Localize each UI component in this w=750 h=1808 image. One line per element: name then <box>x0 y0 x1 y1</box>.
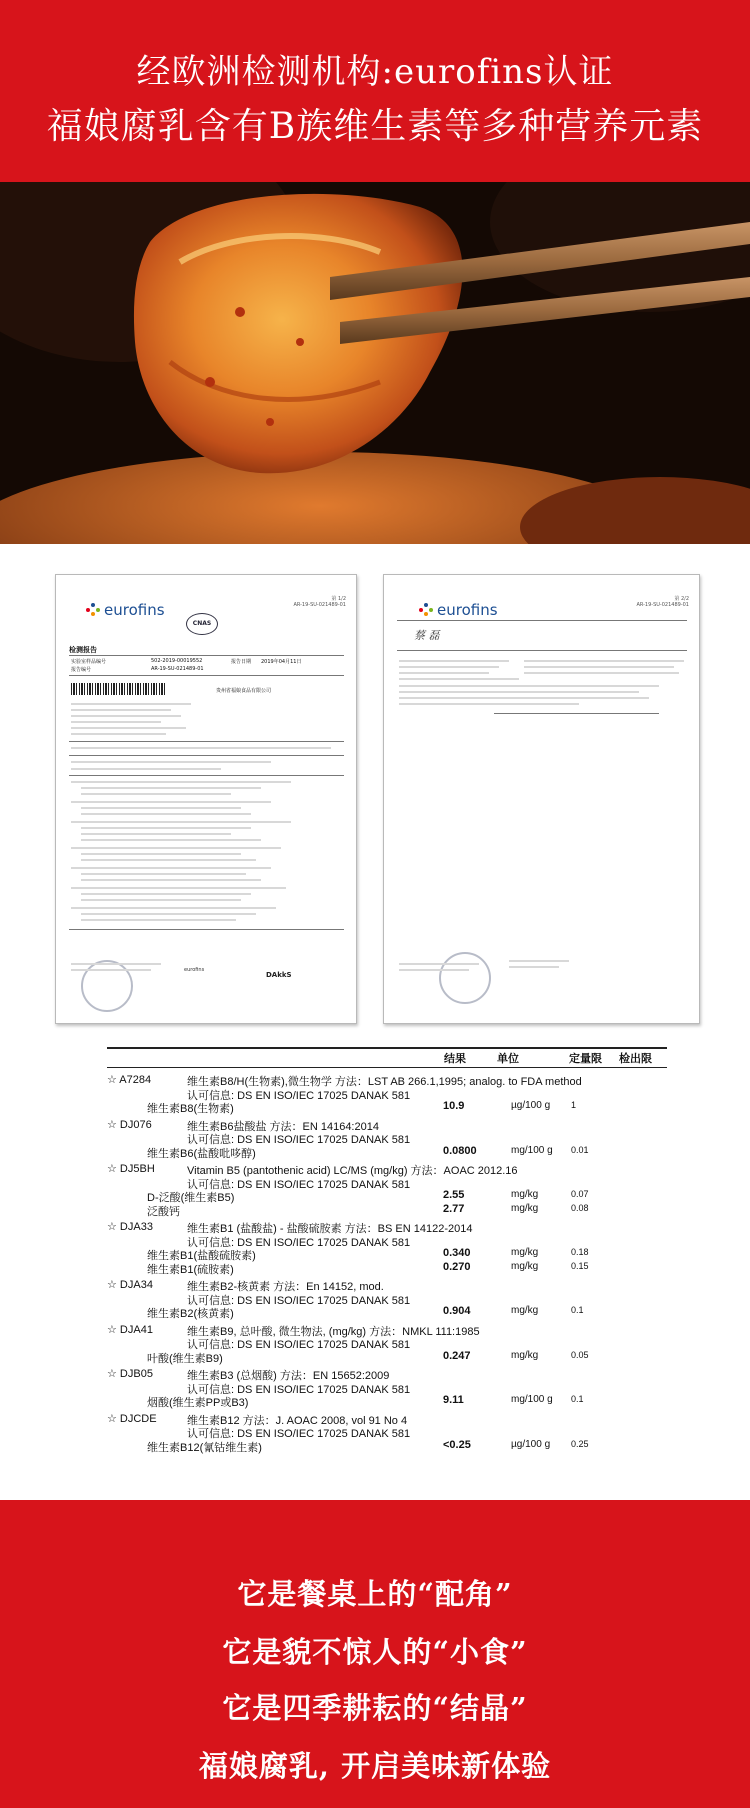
header-lod: 定量限 <box>569 1053 602 1065</box>
report-date: 2019年04月11日 <box>261 659 302 665</box>
chopsticks-tofu-photo <box>0 182 750 544</box>
accreditation-info: 认可信息: DS EN ISO/IEC 17025 DANAK 581 <box>187 1383 411 1396</box>
sample-no: 502-2019-00019552 <box>151 658 203 664</box>
banner-line-1: 经欧洲检测机构:eurofins认证 <box>136 52 614 92</box>
header-unit: 单位 <box>497 1053 519 1065</box>
test-code: ☆ DJB05 <box>107 1368 153 1380</box>
test-method: 维生素B1 (盐酸盐) - 盐酸硫胺素 方法：BS EN 14122-2014 <box>187 1223 473 1235</box>
accreditation-info: 认可信息: DS EN ISO/IEC 17025 DANAK 581 <box>187 1134 411 1146</box>
result-unit: mg/kg <box>511 1305 539 1316</box>
accreditation-info: 认可信息: DS EN ISO/IEC 17025 DANAK 581 <box>187 1236 411 1249</box>
test-code: ☆ DJA33 <box>107 1221 153 1233</box>
result-lod: 1 <box>571 1100 577 1110</box>
top-banner <box>0 0 750 182</box>
date-label: 报告日期 <box>231 659 252 665</box>
test-method: 维生素B12 方法：J. AOAC 2008, vol 91 No 4 <box>187 1414 408 1427</box>
result-unit: mg/100 g <box>511 1394 553 1405</box>
result-unit: µg/100 g <box>511 1438 551 1450</box>
result-name: 维生素B1(盐酸硫胺素) <box>147 1250 256 1262</box>
test-method: Vitamin B5 (pantothenic acid) LC/MS (mg/kg) 方法：AOAC 2012.16 <box>187 1165 518 1177</box>
report-thumbnails <box>0 544 750 1044</box>
cnas-badge: CNAS <box>186 613 218 635</box>
page-number: 第 1/2 <box>331 596 346 602</box>
result-value: 0.340 <box>443 1247 471 1259</box>
seal-stamp <box>81 960 133 1012</box>
food-photo <box>0 182 750 544</box>
test-code: ☆ A7284 <box>107 1074 152 1086</box>
result-lod: 0.01 <box>571 1144 589 1155</box>
slogan-line-2: 它是貌不惊人的“小食” <box>222 1635 528 1669</box>
test-code: ☆ DJ5BH <box>107 1163 155 1175</box>
slogan-line-4: 福娘腐乳, 开启美味新体验 <box>198 1749 552 1783</box>
test-method: 维生素B8/H(生物素),微生物学 方法：LST AB 266.1,1995; analog. to FDA method <box>187 1076 582 1088</box>
result-value: 0.0800 <box>443 1144 477 1157</box>
result-lod: 0.25 <box>571 1438 589 1449</box>
barcode <box>71 683 166 695</box>
header-detect-limit: 检出限 <box>619 1053 652 1065</box>
eurofins-logo-text-2: eurofins <box>437 601 498 619</box>
result-unit: µg/100 g <box>511 1100 551 1111</box>
result-value: <0.25 <box>443 1438 471 1451</box>
result-value: 9.11 <box>443 1394 464 1406</box>
accreditation-info: 认可信息: DS EN ISO/IEC 17025 DANAK 581 <box>187 1339 411 1351</box>
result-name: 维生素B8(生物素) <box>147 1103 234 1115</box>
accreditation-info: 认可信息: DS EN ISO/IEC 17025 DANAK 581 <box>187 1294 411 1307</box>
result-lod: 0.1 <box>571 1394 584 1404</box>
eurofins-logo-2 <box>419 601 498 619</box>
report-page-2 <box>383 574 700 1024</box>
result-value: 0.270 <box>443 1260 471 1273</box>
accreditation-info: 认可信息: DS EN ISO/IEC 17025 DANAK 581 <box>187 1089 411 1102</box>
test-method: 维生素B3 (总烟酸) 方法：EN 15652:2009 <box>187 1370 390 1382</box>
report-title: 检测报告 <box>69 646 97 654</box>
test-method: 维生素B9, 总叶酸, 微生物法, (mg/kg) 方法：NMKL 111:1985 <box>187 1325 480 1338</box>
result-value: 0.904 <box>443 1305 471 1317</box>
result-lod: 0.18 <box>571 1247 589 1257</box>
result-name: 烟酸(维生素PP或B3) <box>147 1397 249 1409</box>
result-unit: mg/kg <box>511 1247 539 1258</box>
accreditation-info: 认可信息: DS EN ISO/IEC 17025 DANAK 581 <box>187 1178 411 1191</box>
page-number-2: 第 2/2 <box>674 596 689 602</box>
test-method: 维生素B6盐酸盐 方法：EN 14164:2014 <box>187 1120 379 1133</box>
result-unit: mg/kg <box>511 1189 539 1200</box>
report-no-label: 报告编号 <box>71 667 92 673</box>
eurofins-dots-icon <box>419 603 433 617</box>
result-value: 0.247 <box>443 1349 471 1362</box>
result-lod: 0.08 <box>571 1202 589 1213</box>
bottom-banner <box>0 1500 750 1808</box>
result-name: 维生素B1(硫胺素) <box>147 1263 234 1276</box>
result-name: 维生素B12(氰钴维生素) <box>147 1441 262 1454</box>
eurofins-logo <box>86 601 165 619</box>
result-value: 2.55 <box>443 1189 465 1201</box>
report-page-1 <box>55 574 357 1024</box>
seal-stamp-2 <box>439 952 491 1004</box>
result-name: 维生素B6(盐酸吡哆醇) <box>147 1147 256 1160</box>
result-lod: 0.05 <box>571 1349 589 1360</box>
sample-no-label: 实验室样品编号 <box>71 659 107 665</box>
result-value: 10.9 <box>443 1100 465 1112</box>
header-result: 结果 <box>444 1053 466 1065</box>
banner-line-2: 福娘腐乳含有B族维生素等多种营养元素 <box>46 106 704 147</box>
report-id-top-2: AR-19-SU-021489-01 <box>636 602 689 608</box>
report-no: AR-19-SU-021489-01 <box>151 666 204 672</box>
test-code: ☆ DJA41 <box>107 1323 153 1336</box>
result-name: D-泛酸(维生素B5) <box>147 1192 235 1204</box>
result-lod: 0.1 <box>571 1305 584 1315</box>
report-id-top: AR-19-SU-021489-01 <box>293 602 346 608</box>
header-rule <box>107 1067 667 1068</box>
accreditation-info: 认可信息: DS EN ISO/IEC 17025 DANAK 581 <box>187 1428 411 1440</box>
test-method: 维生素B2-核黄素 方法：En 14152, mod. <box>187 1281 384 1293</box>
results-table <box>107 1047 667 1459</box>
result-name: 维生素B2(核黄素) <box>147 1308 234 1320</box>
eurofins-dots-icon <box>86 603 100 617</box>
test-code: ☆ DJ076 <box>107 1118 152 1131</box>
slogan-line-1: 它是餐桌上的“配角” <box>237 1577 513 1611</box>
result-lod: 0.15 <box>571 1260 589 1271</box>
eurofins-logo-text: eurofins <box>104 601 165 619</box>
result-name: 叶酸(维生素B9) <box>147 1352 223 1365</box>
footer-brand: eurofins <box>184 967 205 973</box>
result-name: 泛酸钙 <box>147 1205 180 1218</box>
signature: 蔡 磊 <box>414 629 440 642</box>
slogan-line-3: 它是四季耕耘的“结晶” <box>222 1691 528 1725</box>
result-unit: mg/kg <box>511 1202 539 1214</box>
result-value: 2.77 <box>443 1202 465 1215</box>
dakks-logo: DAkkS <box>266 971 292 979</box>
test-code: ☆ DJCDE <box>107 1412 157 1425</box>
result-unit: mg/100 g <box>511 1144 553 1156</box>
result-lod: 0.07 <box>571 1189 589 1199</box>
result-unit: mg/kg <box>511 1349 539 1361</box>
company-name: 贵州省福娘食品有限公司 <box>216 688 272 694</box>
result-unit: mg/kg <box>511 1260 539 1272</box>
test-code: ☆ DJA34 <box>107 1279 153 1291</box>
